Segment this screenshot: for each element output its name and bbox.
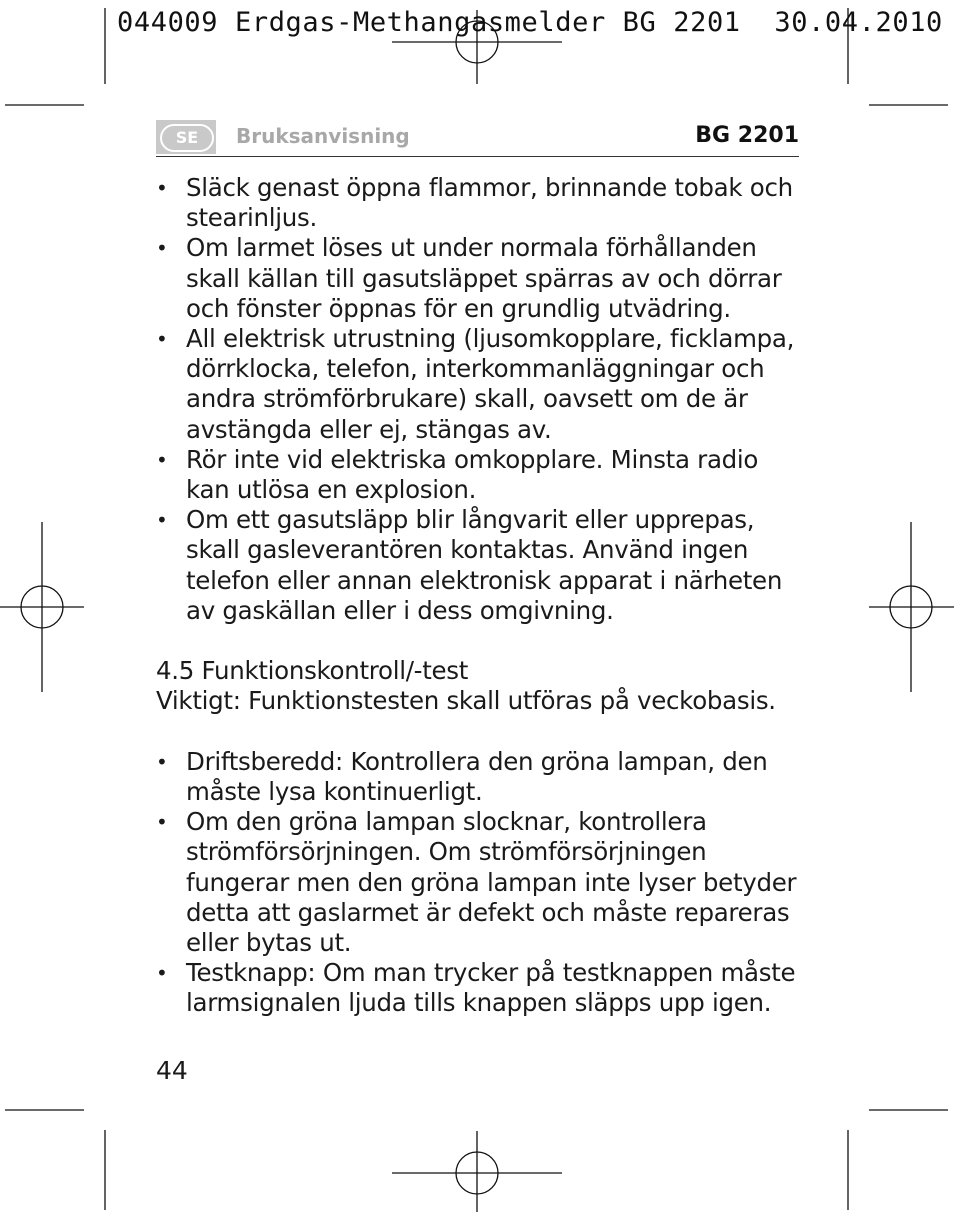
page-number: 44 <box>156 1056 188 1085</box>
print-slug-header: 044009 Erdgas-Methangasmelder BG 2201 30.04.2010 <box>117 7 943 38</box>
spacer <box>156 717 806 747</box>
section-heading: 4.5 Funktionskontroll/-test <box>156 656 469 686</box>
section-label: Bruksanvisning <box>236 124 410 148</box>
registration-mark-top <box>392 10 562 84</box>
spacer <box>156 626 806 656</box>
list-item: • Om larmet löses ut under normala förhållanden skall källan till gasutsläppet spärras av och dörrar och fönster öppnas för en grundlig utvädring. <box>156 233 806 324</box>
language-badge <box>156 120 216 154</box>
list-item: • Om den gröna lampan slocknar, kontrollera strömförsörjningen. Om strömförsörjningen fungerar men den gröna lampan inte lyser betyder detta att gaslarmet är defekt och måste repareras eller bytas ut. <box>156 807 806 958</box>
safety-instructions-list <box>156 173 806 626</box>
registration-mark-right <box>869 522 954 692</box>
registration-mark-left <box>0 522 84 692</box>
section-note: Viktigt: Funktionstesten skall utföras på veckobasis. <box>156 686 776 716</box>
list-item: • All elektrisk utrustning (ljusomkopplare, ficklampa, dörrklocka, telefon, interkommanläggningar och andra strömförbrukare) skall, oavsett om de är avstängda eller ej, stängas av. <box>156 324 806 445</box>
page-body <box>156 173 806 1019</box>
language-code: SE <box>160 124 214 152</box>
list-item: • Släck genast öppna flammor, brinnande tobak och stearinljus. <box>156 173 806 233</box>
list-item: • Driftsberedd: Kontrollera den gröna lampan, den måste lysa kontinuerligt. <box>156 747 806 807</box>
registration-mark-bottom <box>392 1131 562 1212</box>
running-head <box>156 120 799 157</box>
list-item: • Om ett gasutsläpp blir långvarit eller upprepas, skall gasleverantören kontaktas. Använd ingen telefon eller annan elektronisk apparat i närheten av gaskällan eller i dess omgivning. <box>156 505 806 626</box>
function-test-list <box>156 747 806 1019</box>
model-number: BG 2201 <box>695 123 799 148</box>
list-item: • Rör inte vid elektriska omkopplare. Minsta radio kan utlösa en explosion. <box>156 445 806 505</box>
list-item: • Testknapp: Om man trycker på testknappen måste larmsignalen ljuda tills knappen släpps upp igen. <box>156 958 806 1018</box>
